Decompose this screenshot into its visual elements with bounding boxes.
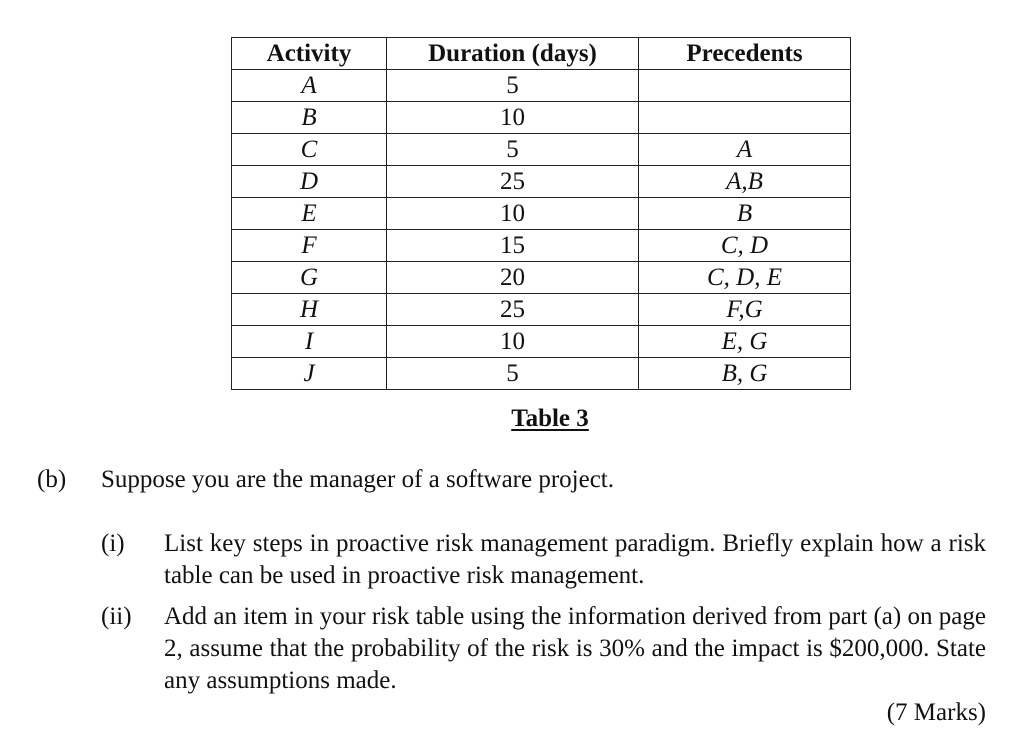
table-row (232, 134, 851, 166)
duration-cell: 5 (387, 358, 639, 390)
duration-cell: 25 (387, 166, 639, 198)
duration-cell: 5 (387, 134, 639, 166)
activity-cell: H (232, 294, 387, 326)
part-i-label: (i) (101, 530, 125, 557)
table-caption: Table 3 (511, 405, 589, 432)
activity-cell: F (232, 230, 387, 262)
table-row (232, 262, 851, 294)
table-row (232, 198, 851, 230)
duration-cell: 10 (387, 326, 639, 358)
table-row (232, 230, 851, 262)
part-i-text: List key steps in proactive risk management paradigm. Briefly explain how a risk table can be used in proactive risk management. (164, 530, 986, 589)
table-row (232, 358, 851, 390)
table-header-row (232, 38, 851, 70)
activity-cell: E (232, 198, 387, 230)
table-row (232, 294, 851, 326)
header-precedents: Precedents (639, 38, 851, 70)
precedents-cell: E, G (639, 326, 851, 358)
duration-cell: 15 (387, 230, 639, 262)
activity-table (231, 37, 851, 390)
precedents-cell: B (639, 198, 851, 230)
duration-cell: 5 (387, 70, 639, 102)
part-ii-text: Add an item in your risk table using the information derived from part (a) on page 2, assume that the probability of the risk is 30% and the impact is $200,000. State any assumptions made. (164, 603, 986, 694)
duration-cell: 10 (387, 198, 639, 230)
precedents-cell: A,B (639, 166, 851, 198)
duration-cell: 20 (387, 262, 639, 294)
table-row (232, 326, 851, 358)
activity-cell: J (232, 358, 387, 390)
precedents-cell: F,G (639, 294, 851, 326)
precedents-cell: A (639, 134, 851, 166)
table-row (232, 70, 851, 102)
table-row (232, 166, 851, 198)
precedents-cell (639, 70, 851, 102)
precedents-cell (639, 102, 851, 134)
activity-cell: C (232, 134, 387, 166)
part-ii-label: (ii) (101, 603, 132, 630)
duration-cell: 25 (387, 294, 639, 326)
precedents-cell: C, D (639, 230, 851, 262)
precedents-cell: C, D, E (639, 262, 851, 294)
header-duration: Duration (days) (387, 38, 639, 70)
header-activity: Activity (232, 38, 387, 70)
table-row (232, 102, 851, 134)
question-label: (b) (37, 466, 67, 493)
activity-cell: G (232, 262, 387, 294)
activity-cell: I (232, 326, 387, 358)
marks-label: (7 Marks) (886, 699, 986, 726)
activity-cell: B (232, 102, 387, 134)
activity-cell: A (232, 70, 387, 102)
question-text: Suppose you are the manager of a software project. (101, 466, 615, 493)
precedents-cell: B, G (639, 358, 851, 390)
activity-cell: D (232, 166, 387, 198)
duration-cell: 10 (387, 102, 639, 134)
